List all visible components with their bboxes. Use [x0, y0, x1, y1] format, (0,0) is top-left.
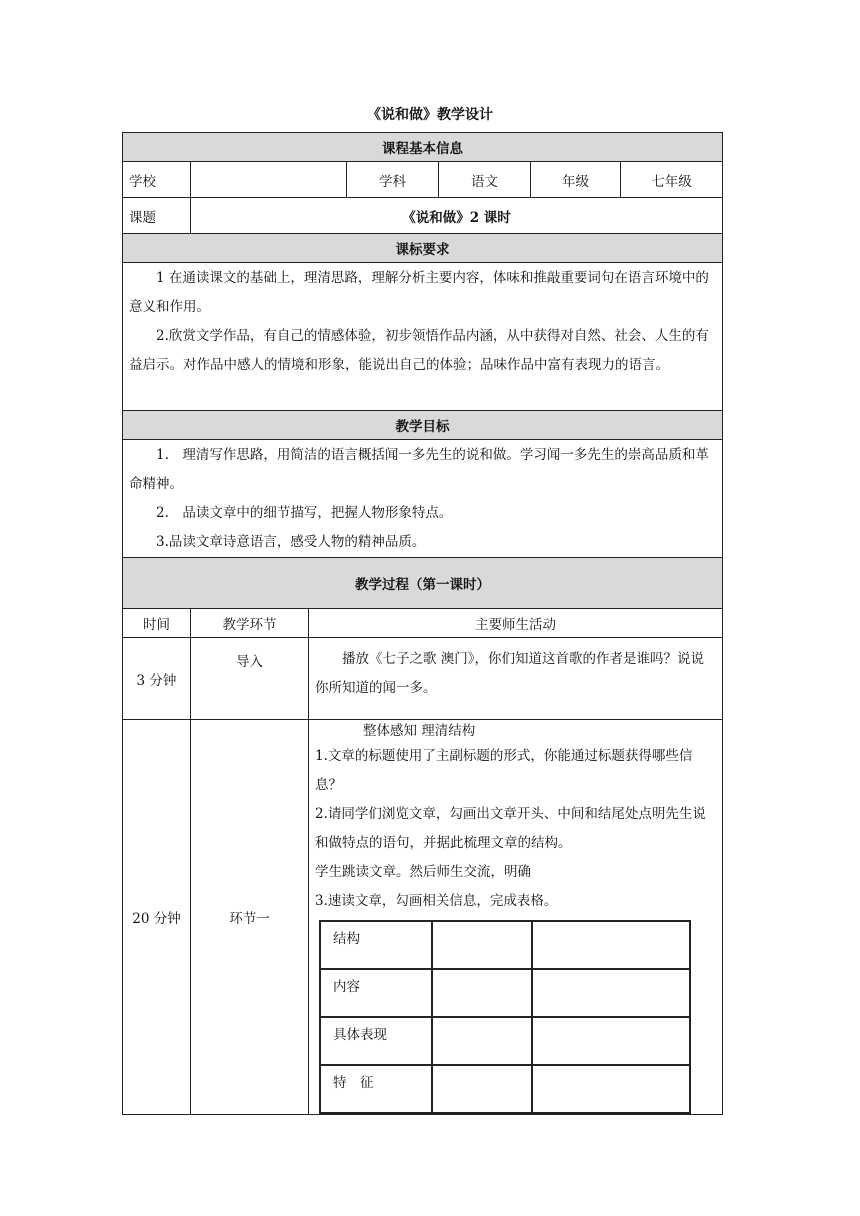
objectives-content — [123, 440, 723, 558]
activity-line: 2.请同学们浏览文章，勾画出文章开头、中间和结尾处点明先生说和做特点的语句，并据此梳理文章的结构。 — [315, 806, 706, 851]
activity-line: 3.速读文章，勾画相关信息，完成表格。 — [315, 893, 558, 909]
topic-value: 《说和做》2 课时 — [191, 198, 723, 234]
objective-item: 1. 理清写作思路，用简洁的语言概括闻一多先生的说和做。学习闻一多先生的崇高品质和革命精神。 — [129, 447, 709, 492]
school-label: 学校 — [123, 162, 191, 198]
activity-subtitle: 整体感知 理清结构 — [363, 723, 476, 739]
structure-worksheet-table — [319, 920, 691, 1114]
row-step: 环节一 — [191, 720, 309, 1115]
lesson-plan-table — [122, 132, 723, 1115]
worksheet-row-label: 特 征 — [320, 1065, 432, 1113]
standards-header: 课标要求 — [123, 234, 723, 263]
objective-item: 3.品读文章诗意语言，感受人物的精神品质。 — [156, 534, 426, 550]
topic-label: 课题 — [123, 198, 191, 234]
worksheet-cell — [432, 1017, 532, 1065]
worksheet-cell — [532, 969, 690, 1017]
document-title: 《说和做》教学设计 — [367, 107, 493, 123]
activity-line: 学生跳读文章。然后师生交流，明确 — [315, 864, 531, 880]
grade-value: 七年级 — [621, 162, 723, 198]
worksheet-cell — [532, 1017, 690, 1065]
column-header-activity: 主要师生活动 — [309, 609, 723, 638]
standard-item: 2.欣赏文学作品，有自己的情感体验，初步领悟作品内涵，从中获得对自然、社会、人生的有益启示。对作品中感人的情境和形象，能说出自己的体验；品味作品中富有表现力的语言。 — [129, 328, 709, 373]
worksheet-cell — [532, 1065, 690, 1113]
row-activity — [309, 638, 723, 720]
worksheet-row-label: 内容 — [320, 969, 432, 1017]
row-step: 导入 — [191, 638, 309, 720]
column-header-time: 时间 — [123, 609, 191, 638]
worksheet-row-label: 具体表现 — [320, 1017, 432, 1065]
worksheet-cell — [432, 1065, 532, 1113]
objective-item: 2. 品读文章中的细节描写，把握人物形象特点。 — [156, 505, 453, 521]
row-activity — [309, 720, 723, 1115]
subject-label: 学科 — [347, 162, 439, 198]
process-header: 教学过程（第一课时） — [123, 558, 723, 609]
column-header-step: 教学环节 — [191, 609, 309, 638]
standard-item: 1 在通读课文的基础上，理清思路，理解分析主要内容，体味和推敲重要词句在语言环境中的意义和作用。 — [129, 270, 709, 315]
school-value — [191, 162, 347, 198]
worksheet-cell — [432, 969, 532, 1017]
activity-text: 播放《七子之歌 澳门》，你们知道这首歌的作者是谁吗？说说你所知道的闻一多。 — [315, 651, 705, 696]
row-time: 3 分钟 — [123, 638, 191, 720]
basic-info-header: 课程基本信息 — [123, 133, 723, 162]
row-time: 20 分钟 — [123, 720, 191, 1115]
worksheet-cell — [432, 921, 532, 969]
activity-line: 1.文章的标题使用了主副标题的形式，你能通过标题获得哪些信息？ — [315, 748, 693, 793]
worksheet-cell — [532, 921, 690, 969]
subject-value: 语文 — [439, 162, 531, 198]
grade-label: 年级 — [531, 162, 621, 198]
standards-content — [123, 263, 723, 411]
worksheet-row-label: 结构 — [320, 921, 432, 969]
objectives-header: 教学目标 — [123, 411, 723, 440]
